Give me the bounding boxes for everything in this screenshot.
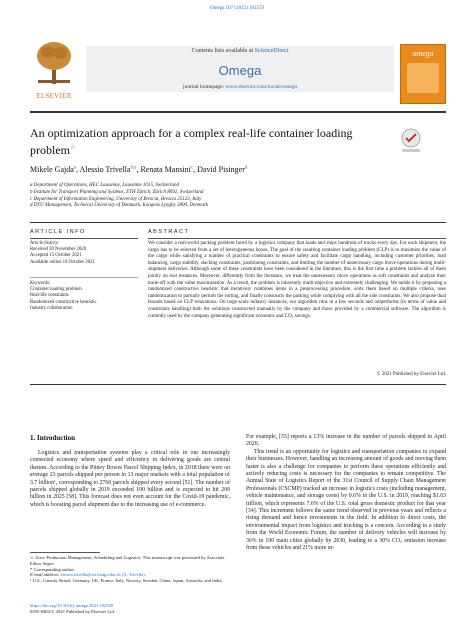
email-link[interactable]: alessio.trivella@ivt.baug.ethz.ch (A. Trivella). — [60, 572, 146, 578]
contents-line — [86, 48, 394, 54]
affiliation-c: c Department of Information Engineering, University of Brescia, Brescia 25123, Italy — [30, 196, 202, 202]
abstract-rule — [148, 238, 446, 239]
affiliation-a: a Department of Operations, HEC Lausanne, Lausanne 1015, Switzerland — [30, 183, 180, 188]
check-for-updates-icon[interactable] — [400, 128, 422, 154]
intro-paragraph-3: This trend is an opportunity for logistics and transportation companies to expand their businesses. However, handling an increasing amount of goods and moving them faster is also a challenge for companies to perform these operations efficiently and actively reducing costs is necessary for the companies to remain competitive. The Annual State of Logistics Report of the 31st Council of Supply Chain Management Professionals (CSCMP) tracked an increase in logistics costs (including management, vehicle maintenance, and storage costs) by 0.6% in the U.S. in 2019, reaching $1.63 trillion, which represents 7.6% of the U.S. total gross domestic product for that year [34]. This increment follows the same trend observed in previous years and reflects a rising demand and hence investments in the field. In addition to direct costs, the environmental impact from logistics and trucking is a concern. According to a study from the World Economic Forum, the number of delivery vehicles will increase by 36% in 100 main cities globally by 2030, leading to a 30% CO₂ emission increase from these vehicles and 21% more ur- — [246, 448, 446, 552]
abstract-heading: ABSTRACT — [148, 229, 190, 235]
doi-link[interactable]: https://doi.org/10.1016/j.omega.2021.102559 — [30, 603, 114, 608]
journal-title: Omega — [218, 63, 262, 78]
article-info-heading: ARTICLE INFO — [30, 229, 86, 235]
abstract-copyright: © 2021 Published by Elsevier Ltd. — [376, 372, 446, 377]
article-history — [30, 241, 138, 266]
intro-paragraph-1: Logistics and transportation systems play a critical role in our increasingly connected economy where speed and efficiency in delivering goods are central themes. According to the Pitney Bowes Parcel Shipping Index, in 2018 there were on average 23 parcels shipped per person in 13 major markets with a total population of 3.7 billion¹, corresponding to 2760 parcels shipped every second [51]. The number of parcels shipped globally in 2019 exceeded 100 billion and is expected to hit 200 billion in 2025 [58]. This forecast does not even account for the Covid-19 pandemic, which is boosting parcel shipment due to the increasing use of e-commerce. — [30, 450, 230, 508]
footnote-rule — [30, 552, 100, 553]
keywords-label: Keywords: — [30, 281, 51, 286]
keyword-item: Industry collaboration — [30, 305, 73, 311]
author-1: Mikele Gajda — [30, 165, 74, 174]
author-list: Mikele Gajda$^a$, Alessio Trivella$^{b,e}$, Renata Mansini$^c$, David Pisinger$^d$ — [30, 165, 248, 174]
article-title-text: An optimization approach for a complex real-life container loading problem — [30, 126, 353, 157]
affiliation-b: b Institute for Transport Planning and Systems, ETH Zürich, Zürich 8092, Switzerland — [30, 189, 204, 195]
footnote-1: ¹ U.S., Canada, Brazil, Germany, UK, France, Italy, Norway, Sweden, China, Japan, Australia, and India. — [30, 578, 223, 584]
abstract-divider — [30, 384, 446, 385]
section-heading-introduction: 1. Introduction — [30, 434, 75, 442]
journal-reference[interactable]: Omega 107 (2022) 102559 — [209, 6, 265, 11]
cover-art — [407, 63, 439, 93]
journal-cover[interactable] — [400, 44, 446, 104]
intro-left-column — [30, 450, 230, 509]
author-2-affil[interactable]: b,e — [130, 165, 137, 171]
affiliation-divider — [30, 222, 446, 223]
history-received: Received 30 November 2020 — [30, 247, 87, 253]
keywords — [30, 281, 138, 312]
keyword-item: Randomized constructive heuristic — [30, 299, 97, 305]
page-footer — [30, 603, 230, 615]
history-accepted: Accepted 15 October 2021 — [30, 253, 82, 259]
intro-right-column — [246, 434, 446, 553]
email-label: E-mail address: — [30, 572, 60, 578]
header-divider — [30, 111, 446, 113]
sciencedirect-link[interactable]: ScienceDirect — [254, 48, 289, 54]
keyword-item: Container loading problem — [30, 287, 82, 293]
author-3: Renata Mansini — [140, 165, 191, 174]
keywords-rule — [30, 277, 138, 278]
author-2: Alessio Trivella — [79, 165, 131, 174]
homepage-prefix: journal homepage: — [183, 84, 226, 90]
author-3-affil[interactable]: c — [190, 165, 194, 171]
elsevier-tree-icon — [34, 40, 74, 86]
author-4: David Pisinger — [197, 165, 245, 174]
article-title — [30, 126, 390, 158]
author-1-affil[interactable]: a — [73, 165, 76, 171]
footnote-corresponding: * Corresponding author. — [30, 566, 75, 572]
elsevier-logo — [30, 40, 78, 104]
homepage-line — [86, 84, 394, 90]
abstract-text: We consider a real-world packing problem faced by a logistics company that loads and ships hundreds of trucks every day. For each shipment, the cargo has to be selected from a set of heterogeneous boxes. The goal of the resulting container loading problem (CLP) is to maximize the value of the cargo while satisfying a number of practical constraints to ensure safety and facilitate cargo handling, including customer priorities, load balancing, cargo stability, stacking constraints, positioning constraints, and limiting the number of unnecessary cargo move operations during multi-shipment deliveries. Although some of these constraints have been considered in the literature, this is the first time a problem tackles all of them jointly on real instances. Moreover, differently from the literature, we treat the unnecessary move operations as soft constraints and analyze their trade-off with the value maximization. As a result, the problem is inherently multi-objective and extremely challenging. We tackle it by proposing a randomized constructive heuristic that iteratively combines items in a preprocessing procedure, sorts them based on multiple criteria, uses randomization to partially perturb the sorting, and finally constructs the packing while complying with all the side constraints. We also propose dual bounds based on CLP relaxations. On large-scale industry instances, our algorithm runs in a few seconds and outperforms (in terms of value and constraints handling) both the solutions constructed manually by the company and those provided by a commercial software. The algorithm is currently used by the company generating significant economic and CO₂ savings. — [148, 241, 446, 319]
affiliations — [30, 183, 440, 210]
affiliation-d: d DTU Management, Technical University of Denmark, Kongens Lyngby 2800, Denmark — [30, 203, 209, 209]
cover-title: omega — [412, 49, 434, 58]
history-label: Article history: — [30, 241, 60, 246]
publisher-wordmark: ELSEVIER — [36, 92, 72, 100]
intro-paragraph-2: For example, [55] reports a 13% increase in the number of parcels shipped in April 2020. — [246, 434, 446, 448]
footnotes — [30, 555, 230, 584]
contents-prefix: Contents lists available at — [191, 48, 255, 54]
homepage-link[interactable]: www.elsevier.com/locate/omega — [225, 84, 297, 90]
keyword-item: Real-life constraints — [30, 293, 69, 299]
footnote-area: ☆ Area: Production Management, Scheduling and Logistics. This manuscript was processed by Associate Editor Segev. — [30, 555, 225, 566]
article-info-rule — [30, 238, 138, 239]
history-online: Available online 18 October 2021 — [30, 259, 95, 265]
author-4-affil[interactable]: d — [244, 165, 248, 171]
issn-line: 0305-0483/© 2021 Published by Elsevier Ltd. — [30, 608, 115, 614]
title-footnote-mark[interactable]: ☆ — [70, 145, 76, 151]
